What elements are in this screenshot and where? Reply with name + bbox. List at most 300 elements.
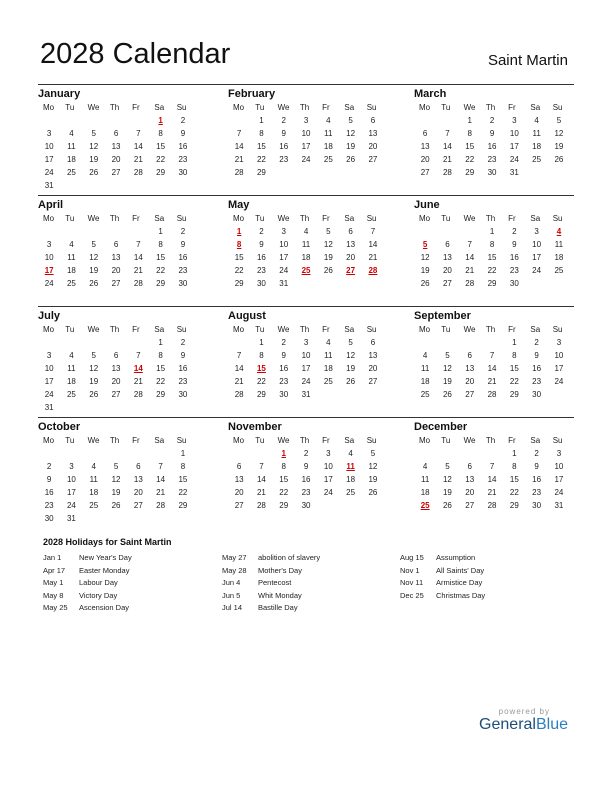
holiday-name: New Year's Day — [79, 553, 132, 562]
brand-general: General — [479, 716, 536, 733]
day-cell: 23 — [532, 488, 542, 497]
day-cell: 5 — [326, 227, 331, 236]
day-cell: 1 — [158, 338, 163, 347]
weekday-label: Su — [176, 436, 187, 445]
holiday-date: Jan 1 — [43, 553, 62, 562]
holiday-date: May 27 — [222, 553, 247, 562]
empty-cell — [228, 336, 250, 349]
day-cell: 3 — [46, 240, 52, 249]
day-cell: 14 — [442, 142, 452, 151]
day-cell: 31 — [301, 390, 311, 399]
day-cell: 19 — [111, 488, 121, 497]
day-cell: 4 — [348, 449, 353, 458]
day-cell: 26 — [111, 501, 121, 510]
day-cell: 23 — [301, 488, 311, 497]
holiday-item — [222, 590, 402, 603]
day-cell: 20 — [368, 142, 378, 151]
weekday-label: Th — [109, 436, 120, 445]
day-cell: 10 — [554, 351, 564, 360]
holiday-day: 25 — [301, 266, 311, 275]
holiday-item — [43, 590, 223, 603]
empty-cell — [60, 114, 82, 127]
day-cell: 29 — [256, 168, 266, 177]
day-cell: 18 — [89, 488, 99, 497]
day-cell: 15 — [279, 475, 289, 484]
day-cell: 16 — [301, 475, 311, 484]
day-cell: 12 — [368, 462, 378, 471]
weekday-label: Mo — [419, 436, 431, 445]
day-cell: 13 — [111, 253, 121, 262]
day-cell: 31 — [554, 501, 564, 510]
day-cell: 6 — [422, 129, 428, 138]
day-cell: 8 — [158, 129, 163, 138]
day-cell: 8 — [180, 462, 186, 471]
day-cell: 7 — [489, 351, 495, 360]
day-cell: 24 — [44, 390, 54, 399]
day-cell: 24 — [301, 377, 311, 386]
weekday-label: Mo — [419, 214, 431, 223]
day-cell: 7 — [236, 129, 242, 138]
day-grid — [228, 447, 384, 512]
day-cell: 29 — [279, 501, 289, 510]
day-cell: 28 — [487, 501, 497, 510]
weekday-label: Mo — [43, 436, 55, 445]
weekday-label: Su — [366, 325, 377, 334]
holiday-item — [43, 565, 223, 578]
day-cell: 10 — [301, 351, 311, 360]
day-cell: 10 — [554, 462, 564, 471]
empty-cell — [38, 336, 60, 349]
day-cell: 24 — [44, 168, 54, 177]
day-cell: 26 — [346, 377, 356, 386]
day-cell: 30 — [532, 501, 542, 510]
day-cell: 12 — [420, 253, 430, 262]
day-cell: 1 — [512, 338, 517, 347]
day-cell: 18 — [420, 488, 430, 497]
day-cell: 24 — [66, 501, 76, 510]
day-cell: 3 — [46, 351, 52, 360]
holiday-name: All Saints' Day — [436, 565, 485, 575]
day-cell: 5 — [370, 449, 376, 458]
day-cell: 10 — [323, 462, 333, 471]
day-cell: 14 — [156, 475, 166, 484]
day-cell: 29 — [256, 390, 266, 399]
day-cell: 15 — [465, 142, 475, 151]
weekday-label: Mo — [233, 214, 245, 223]
day-cell: 23 — [178, 155, 188, 164]
day-cell: 3 — [326, 449, 331, 458]
calendar-grid — [38, 84, 574, 528]
day-cell: 21 — [465, 266, 475, 275]
day-cell: 4 — [422, 462, 428, 471]
empty-cell — [127, 114, 149, 127]
day-cell: 13 — [465, 364, 475, 373]
month-november — [228, 420, 384, 512]
day-cell: 9 — [180, 351, 186, 360]
day-cell: 25 — [89, 501, 99, 510]
empty-cell — [459, 225, 481, 238]
day-cell: 7 — [136, 129, 141, 138]
month-april — [38, 198, 194, 290]
day-cell: 17 — [323, 475, 333, 484]
day-cell: 22 — [234, 266, 244, 275]
day-cell: 22 — [509, 488, 519, 497]
day-cell: 28 — [133, 279, 143, 288]
weekday-label: Tu — [255, 436, 265, 445]
day-cell: 12 — [89, 253, 99, 262]
empty-cell — [38, 447, 60, 460]
day-cell: 21 — [487, 488, 497, 497]
holiday-date: May 25 — [43, 603, 68, 612]
month-name: May — [228, 199, 250, 211]
day-cell: 21 — [487, 377, 497, 386]
month-name: January — [38, 88, 81, 100]
day-cell: 6 — [467, 351, 472, 360]
day-cell: 18 — [66, 377, 76, 386]
day-cell: 7 — [489, 462, 495, 471]
day-cell: 18 — [66, 155, 76, 164]
month-name: August — [228, 310, 266, 322]
weekday-label: Th — [299, 103, 310, 112]
weekday-label: Sa — [344, 325, 355, 334]
day-cell: 3 — [46, 129, 52, 138]
day-cell: 14 — [487, 475, 497, 484]
day-cell: 23 — [487, 155, 497, 164]
holiday-day: 27 — [346, 266, 356, 275]
day-cell: 19 — [442, 377, 452, 386]
day-cell: 30 — [487, 168, 497, 177]
weekday-label: Th — [485, 436, 496, 445]
day-cell: 16 — [178, 142, 188, 151]
day-cell: 21 — [234, 377, 244, 386]
weekday-label: Fr — [322, 214, 330, 223]
day-cell: 28 — [487, 390, 497, 399]
day-grid — [38, 225, 194, 290]
day-cell: 17 — [301, 364, 311, 373]
day-cell: 8 — [158, 351, 163, 360]
day-cell: 3 — [556, 449, 562, 458]
day-cell: 4 — [69, 240, 74, 249]
day-cell: 15 — [156, 253, 166, 262]
month-name: July — [38, 310, 61, 322]
holiday-name: Assumption — [436, 553, 476, 562]
day-cell: 12 — [89, 364, 99, 373]
day-cell: 25 — [420, 390, 430, 399]
day-cell: 30 — [178, 390, 188, 399]
month-name: December — [414, 421, 468, 433]
day-cell: 20 — [111, 155, 121, 164]
day-cell: 6 — [113, 240, 119, 249]
empty-cell — [414, 225, 436, 238]
powered-by-text: powered by — [498, 707, 550, 716]
month-march — [414, 87, 570, 179]
day-cell: 20 — [346, 253, 356, 262]
day-cell: 17 — [279, 253, 289, 262]
holiday-item — [400, 552, 580, 565]
day-cell: 18 — [554, 253, 564, 262]
empty-cell — [228, 114, 250, 127]
day-cell: 7 — [136, 351, 141, 360]
month-row — [38, 195, 574, 306]
weekday-label: Sa — [154, 436, 165, 445]
weekday-label: Fr — [322, 103, 330, 112]
holiday-item — [222, 552, 402, 565]
day-cell: 3 — [556, 338, 562, 347]
day-cell: 5 — [348, 338, 353, 347]
empty-cell — [481, 336, 503, 349]
weekday-header — [38, 323, 194, 336]
day-cell: 22 — [178, 488, 188, 497]
empty-cell — [83, 114, 105, 127]
holiday-name: Bastille Day — [258, 603, 298, 612]
day-cell: 27 — [111, 279, 121, 288]
holiday-date: May 8 — [43, 590, 64, 600]
day-cell: 16 — [509, 253, 519, 262]
day-cell: 19 — [368, 475, 378, 484]
day-cell: 1 — [180, 449, 186, 458]
holiday-day: 8 — [236, 240, 242, 249]
day-cell: 17 — [44, 155, 54, 164]
day-cell: 21 — [234, 155, 244, 164]
holiday-column — [400, 552, 580, 602]
day-cell: 21 — [442, 155, 452, 164]
day-cell: 18 — [301, 253, 311, 262]
day-cell: 7 — [236, 351, 242, 360]
country-name: Saint Martin — [487, 52, 568, 69]
day-cell: 28 — [133, 390, 143, 399]
day-cell: 4 — [91, 462, 96, 471]
day-cell: 6 — [136, 462, 141, 471]
day-grid — [228, 336, 384, 401]
holiday-name: Ascension Day — [79, 603, 130, 612]
month-name: March — [414, 88, 447, 100]
weekday-label: Th — [485, 214, 496, 223]
holidays-title: 2028 Holidays for Saint Martin — [43, 537, 172, 547]
weekday-label: Fr — [322, 436, 330, 445]
weekday-label: We — [87, 214, 100, 223]
day-cell: 23 — [178, 266, 188, 275]
weekday-label: Su — [366, 103, 377, 112]
day-cell: 11 — [67, 142, 76, 151]
day-cell: 12 — [442, 364, 452, 373]
day-cell: 26 — [323, 266, 333, 275]
holiday-day: 1 — [236, 227, 242, 236]
day-cell: 23 — [509, 266, 519, 275]
day-cell: 5 — [91, 240, 96, 249]
day-cell: 6 — [467, 462, 472, 471]
month-name: April — [38, 199, 64, 211]
weekday-label: Su — [366, 436, 377, 445]
day-cell: 26 — [442, 501, 452, 510]
page-title: 2028 Calendar — [40, 38, 231, 70]
day-cell: 6 — [236, 462, 242, 471]
day-cell: 12 — [554, 129, 564, 138]
day-cell: 31 — [279, 279, 289, 288]
weekday-label: Fr — [508, 325, 516, 334]
day-cell: 10 — [44, 364, 54, 373]
day-cell: 23 — [279, 377, 289, 386]
month-name: September — [414, 310, 471, 322]
holiday-date: Apr 17 — [43, 565, 66, 575]
day-cell: 24 — [301, 155, 311, 164]
weekday-label: We — [87, 103, 100, 112]
day-cell: 26 — [442, 390, 452, 399]
weekday-label: Su — [552, 325, 563, 334]
day-cell: 8 — [259, 351, 264, 360]
holiday-date: Aug 15 — [400, 553, 424, 562]
weekday-label: Sa — [344, 214, 355, 223]
day-cell: 9 — [512, 240, 517, 249]
month-may — [228, 198, 384, 290]
holiday-day: 5 — [422, 240, 428, 249]
holiday-name: Victory Day — [79, 590, 118, 600]
holiday-date: Dec 25 — [400, 590, 424, 600]
month-name: June — [414, 199, 440, 211]
weekday-header — [414, 212, 570, 225]
day-cell: 26 — [420, 279, 430, 288]
day-cell: 30 — [256, 279, 266, 288]
day-cell: 11 — [532, 129, 541, 138]
day-cell: 17 — [554, 475, 564, 484]
weekday-label: Su — [552, 103, 563, 112]
holiday-day: 11 — [346, 462, 355, 471]
weekday-label: We — [87, 325, 100, 334]
day-cell: 17 — [509, 142, 519, 151]
day-cell: 2 — [281, 116, 286, 125]
day-cell: 10 — [44, 142, 54, 151]
month-june — [414, 198, 570, 290]
weekday-label: Su — [366, 214, 377, 223]
day-cell: 9 — [180, 240, 186, 249]
day-cell: 21 — [133, 266, 143, 275]
weekday-label: Fr — [132, 214, 140, 223]
day-cell: 1 — [512, 449, 517, 458]
weekday-label: Th — [299, 214, 310, 223]
empty-cell — [481, 447, 503, 460]
day-cell: 13 — [111, 364, 121, 373]
empty-cell — [38, 225, 60, 238]
weekday-label: Th — [109, 214, 120, 223]
empty-cell — [127, 447, 149, 460]
holiday-name: Christmas Day — [436, 590, 486, 600]
weekday-header — [414, 101, 570, 114]
day-cell: 11 — [420, 364, 430, 373]
day-cell: 2 — [512, 227, 517, 236]
day-cell: 19 — [89, 155, 99, 164]
day-cell: 28 — [133, 168, 143, 177]
day-cell: 2 — [180, 116, 186, 125]
day-cell: 7 — [136, 240, 141, 249]
weekday-label: Su — [176, 103, 187, 112]
weekday-label: We — [463, 103, 476, 112]
empty-cell — [38, 114, 60, 127]
holiday-item — [222, 577, 402, 590]
day-cell: 17 — [44, 377, 54, 386]
day-cell: 2 — [46, 462, 52, 471]
day-cell: 8 — [158, 240, 163, 249]
day-cell: 23 — [532, 377, 542, 386]
weekday-label: Tu — [255, 103, 265, 112]
weekday-label: Mo — [43, 325, 55, 334]
day-cell: 9 — [259, 240, 264, 249]
month-december — [414, 420, 570, 512]
day-cell: 26 — [554, 155, 564, 164]
day-cell: 14 — [465, 253, 475, 262]
day-cell: 25 — [66, 279, 76, 288]
day-cell: 6 — [370, 116, 376, 125]
weekday-header — [38, 434, 194, 447]
weekday-label: Tu — [441, 103, 451, 112]
month-name: November — [228, 421, 282, 433]
day-cell: 20 — [111, 266, 121, 275]
empty-cell — [436, 114, 458, 127]
day-cell: 10 — [279, 240, 289, 249]
holiday-name: Mother's Day — [258, 565, 302, 575]
day-cell: 7 — [467, 240, 472, 249]
day-cell: 2 — [180, 227, 186, 236]
day-cell: 8 — [467, 129, 472, 138]
weekday-label: Sa — [530, 325, 541, 334]
day-cell: 29 — [234, 279, 244, 288]
day-cell: 20 — [111, 377, 121, 386]
weekday-label: Fr — [132, 436, 140, 445]
day-cell: 12 — [442, 475, 452, 484]
day-cell: 24 — [279, 266, 289, 275]
day-cell: 7 — [370, 227, 376, 236]
day-cell: 16 — [532, 364, 542, 373]
month-october — [38, 420, 194, 525]
day-cell: 1 — [259, 338, 264, 347]
day-cell: 11 — [420, 475, 430, 484]
weekday-label: Th — [109, 325, 120, 334]
empty-cell — [228, 447, 250, 460]
day-cell: 25 — [323, 377, 333, 386]
day-grid — [414, 114, 570, 179]
holiday-date: Jun 5 — [222, 590, 241, 600]
month-august — [228, 309, 384, 401]
weekday-label: We — [463, 436, 476, 445]
day-cell: 4 — [534, 116, 539, 125]
day-cell: 23 — [44, 501, 54, 510]
empty-cell — [414, 336, 436, 349]
weekday-label: We — [87, 436, 100, 445]
day-cell: 20 — [420, 155, 430, 164]
weekday-label: We — [277, 103, 290, 112]
day-cell: 26 — [346, 155, 356, 164]
day-cell: 13 — [368, 129, 378, 138]
weekday-label: Tu — [441, 325, 451, 334]
day-cell: 5 — [445, 462, 450, 471]
day-cell: 29 — [156, 168, 166, 177]
day-grid — [38, 114, 194, 192]
day-cell: 11 — [67, 364, 76, 373]
day-cell: 8 — [512, 351, 517, 360]
day-cell: 16 — [532, 475, 542, 484]
day-cell: 24 — [323, 488, 333, 497]
day-cell: 10 — [66, 475, 76, 484]
day-cell: 15 — [156, 364, 166, 373]
holiday-item — [400, 577, 580, 590]
day-cell: 27 — [111, 168, 121, 177]
holiday-item — [43, 602, 223, 615]
empty-cell — [459, 447, 481, 460]
weekday-header — [414, 434, 570, 447]
day-cell: 17 — [66, 488, 76, 497]
day-grid — [414, 225, 570, 290]
empty-cell — [127, 225, 149, 238]
day-cell: 11 — [324, 129, 333, 138]
day-cell: 28 — [234, 168, 244, 177]
